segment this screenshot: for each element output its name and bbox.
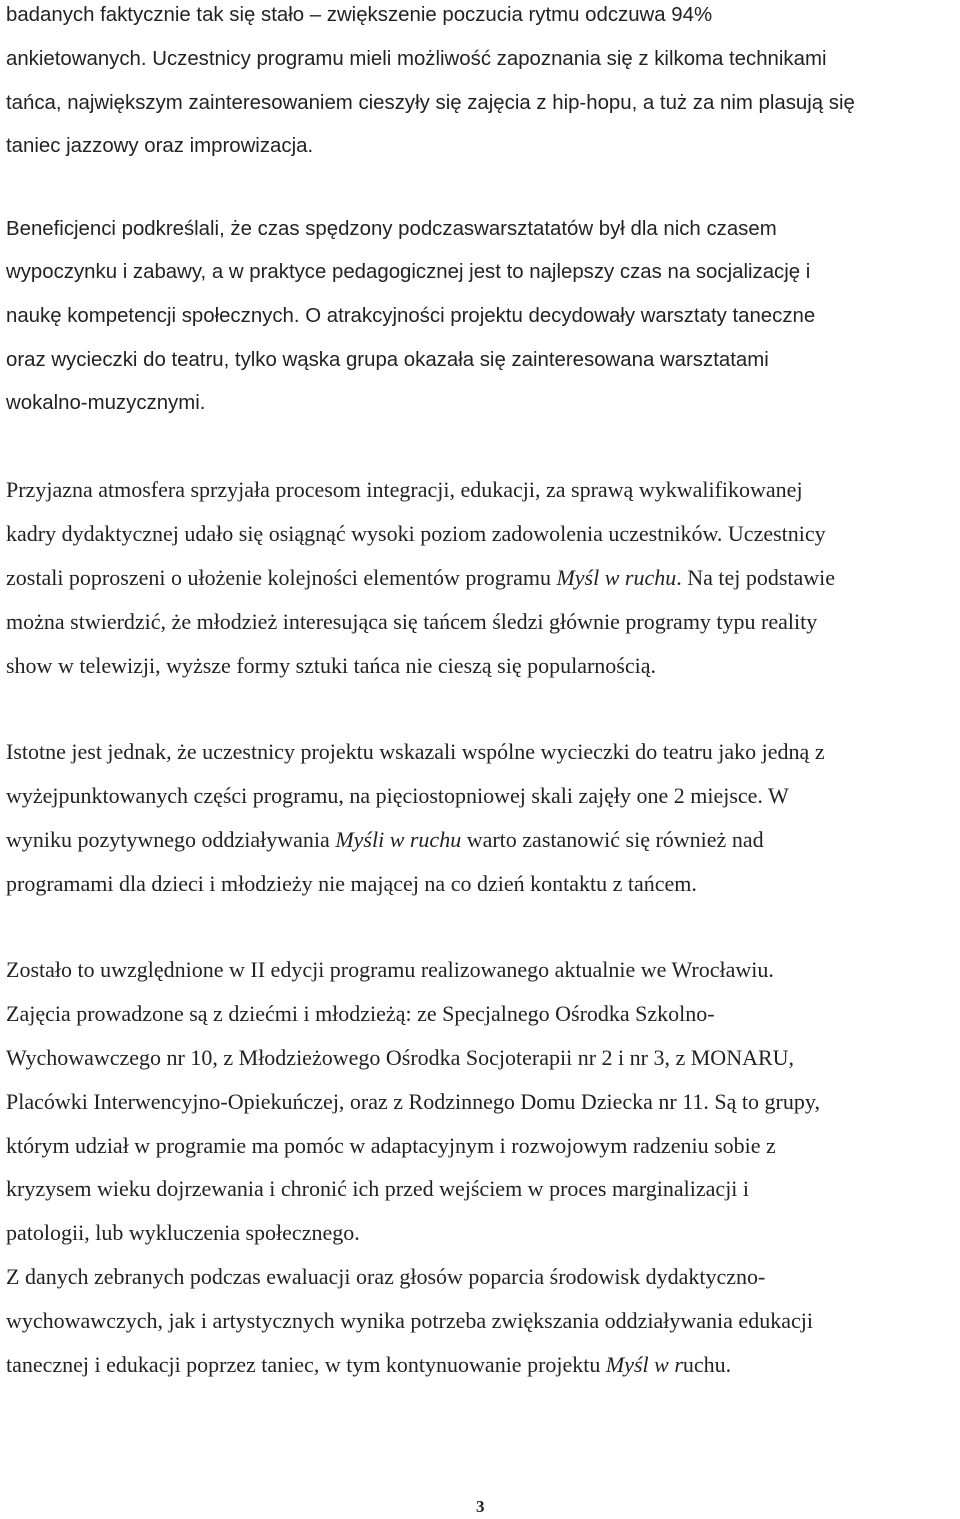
text-run: wyniku pozytywnego oddziaływania (6, 827, 336, 852)
paragraph-5-line (6, 1306, 813, 1336)
paragraph-5-line (6, 999, 715, 1029)
paragraph-5-line (6, 955, 774, 985)
paragraph-3-line (6, 475, 803, 505)
paragraph-4-line (6, 737, 825, 767)
text-run: Istotne jest jednak, że uczestnicy projektu wskazali wspólne wycieczki do teatru jako jedną z (6, 739, 825, 764)
italic-title: Myśl w r (605, 1352, 683, 1377)
text-run: . Na tej podstawie (676, 565, 836, 590)
text-run: zostali poproszeni o ułożenie kolejności elementów programu (6, 565, 557, 590)
text-run: show w telewizji, wyższe formy sztuki tańca nie cieszą się popularnością. (6, 653, 656, 678)
paragraph-2-line (6, 388, 205, 418)
paragraph-1-line (6, 131, 313, 161)
text-run: którym udział w programie ma pomóc w adaptacyjnym i rozwojowym radzeniu sobie z (6, 1133, 776, 1158)
text-run: programami dla dzieci i młodzieży nie mającej na co dzień kontaktu z tańcem. (6, 871, 697, 896)
paragraph-3-line (6, 563, 835, 593)
text-run: Zostało to uwzględnione w II edycji programu realizowanego aktualnie we Wrocławiu. (6, 957, 774, 982)
text-run: wyżejpunktowanych części programu, na pięciostopniowej skali zajęły one 2 miejsce. W (6, 783, 789, 808)
paragraph-2-line (6, 345, 769, 375)
paragraph-4-line (6, 825, 764, 855)
paragraph-3-line (6, 519, 826, 549)
text-run: Beneficjenci podkreślali, że czas spędzony podczaswarsztatatów był dla nich czasem (6, 218, 777, 240)
text-run: taniec jazzowy oraz improwizacja. (6, 135, 314, 157)
text-run: Przyjazna atmosfera sprzyjała procesom integracji, edukacji, za sprawą wykwalifikowanej (6, 477, 803, 502)
text-run: Wychowawczego nr 10, z Młodzieżowego Ośrodka Socjoterapii nr 2 i nr 3, z MONARU, (6, 1045, 795, 1070)
paragraph-3-line (6, 651, 656, 681)
text-run: można stwierdzić, że młodzież interesująca się tańcem śledzi głównie programy typu reality (6, 609, 818, 634)
text-run: patologii, lub wykluczenia społecznego. (6, 1220, 360, 1245)
paragraph-5-line (6, 1262, 765, 1292)
text-run: uchu. (682, 1352, 732, 1377)
text-run: tańca, największym zainteresowaniem cieszyły się zajęcia z hip-hopu, a tuż za nim plasują się (6, 92, 855, 114)
text-run: wypoczynku i zabawy, a w praktyce pedagogicznej jest to najlepszy czas na socjalizację i (6, 261, 811, 283)
text-run: warto zastanowić się również nad (461, 827, 764, 852)
paragraph-4-line (6, 781, 789, 811)
paragraph-2-line (6, 301, 815, 331)
paragraph-5-line (6, 1087, 820, 1117)
paragraph-5-line (6, 1350, 731, 1380)
paragraph-2-line (6, 214, 777, 244)
page-number: 3 (476, 1497, 485, 1516)
text-run: ankietowanych. Uczestnicy programu mieli możliwość zapoznania się z kilkoma technikami (6, 48, 827, 70)
paragraph-1-line (6, 0, 712, 30)
text-run: naukę kompetencji społecznych. O atrakcyjności projektu decydowały warsztaty taneczne (6, 305, 816, 327)
text-run: tanecznej i edukacji poprzez taniec, w tym kontynuowanie projektu (6, 1352, 606, 1377)
text-run: oraz wycieczki do teatru, tylko wąska grupa okazała się zainteresowana warsztatami (6, 349, 769, 371)
paragraph-4-line (6, 869, 697, 899)
text-run: badanych faktycznie tak się stało – zwiększenie poczucia rytmu odczuwa 94% (6, 4, 713, 26)
text-run: Placówki Interwencyjno-Opiekuńczej, oraz z Rodzinnego Domu Dziecka nr 11. Są to grupy, (6, 1089, 820, 1114)
paragraph-5-line (6, 1043, 794, 1073)
text-run: Zajęcia prowadzone są z dziećmi i młodzieżą: ze Specjalnego Ośrodka Szkolno- (6, 1001, 715, 1026)
italic-title: Myśl w ruchu (556, 565, 677, 590)
italic-title: Myśli w ruchu (335, 827, 462, 852)
text-run: Z danych zebranych podczas ewaluacji oraz głosów poparcia środowisk dydaktyczno- (6, 1264, 766, 1289)
paragraph-3-line (6, 607, 817, 637)
paragraph-1-line (6, 88, 855, 118)
paragraph-5-line (6, 1218, 360, 1248)
paragraph-1-line (6, 44, 826, 74)
paragraph-5-line (6, 1131, 776, 1161)
text-run: wokalno-muzycznymi. (6, 392, 206, 414)
text-run: kadry dydaktycznej udało się osiągnąć wysoki poziom zadowolenia uczestników. Uczestnicy (6, 521, 826, 546)
paragraph-2-line (6, 257, 810, 287)
text-run: kryzysem wieku dojrzewania i chronić ich przed wejściem w proces marginalizacji i (6, 1176, 750, 1201)
paragraph-5-line (6, 1174, 749, 1204)
text-run: wychowawczych, jak i artystycznych wynika potrzeba zwiększania oddziaływania edukacji (6, 1308, 813, 1333)
